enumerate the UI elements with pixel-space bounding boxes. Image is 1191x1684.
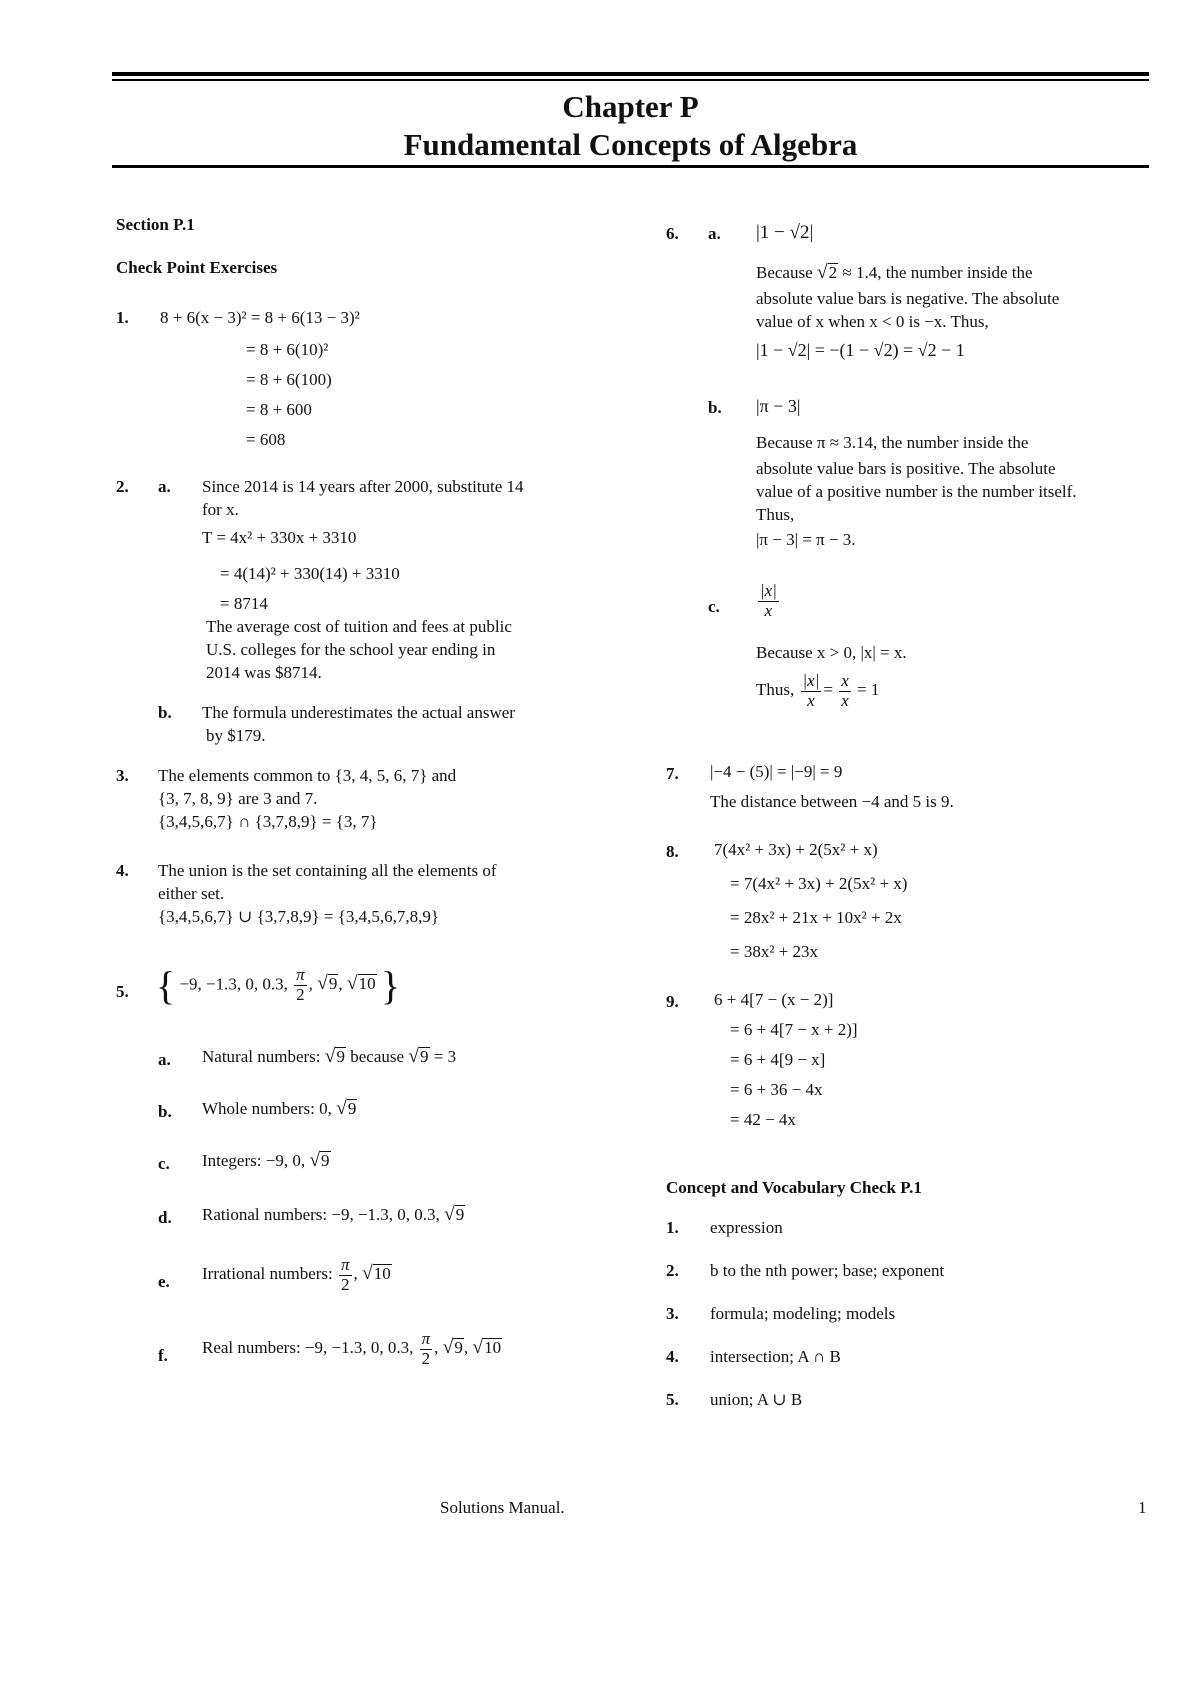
vocab-item-text: formula; modeling; models xyxy=(710,1304,896,1323)
problem-5c-text: Integers: −9, 0, √9 xyxy=(202,1150,330,1171)
footer-source: Solutions Manual. xyxy=(440,1498,565,1517)
problem-2a-answer-2: U.S. colleges for the school year ending in xyxy=(206,640,496,659)
problem-4-line-2: either set. xyxy=(158,884,225,903)
problem-6b-text-5: |π − 3| = π − 3. xyxy=(756,530,856,549)
page-number: 1 xyxy=(1138,1498,1147,1517)
problem-1-number: 1. xyxy=(116,308,129,327)
problem-6c-text-1: Because x > 0, |x| = x. xyxy=(756,643,907,662)
problem-5f-label: f. xyxy=(158,1346,168,1365)
left-brace: { xyxy=(156,963,176,1008)
problem-6b-label: b. xyxy=(708,398,722,417)
problem-2a-text-2: for x. xyxy=(202,500,239,519)
problem-6a-text-1: Because √2 ≈ 1.4, the number inside the xyxy=(756,262,1033,283)
problem-2a-answer-3: 2014 was $8714. xyxy=(206,663,322,682)
problem-3-line-3: {3,4,5,6,7} ∩ {3,7,8,9} = {3, 7} xyxy=(158,812,378,831)
header-rule-top xyxy=(112,72,1149,76)
problem-5d-label: d. xyxy=(158,1208,172,1227)
problem-5a-label: a. xyxy=(158,1050,171,1069)
problem-9-line-3: = 6 + 4[9 − x] xyxy=(730,1050,826,1069)
vocab-item-number: 1. xyxy=(666,1218,679,1237)
problem-8-line-3: = 28x² + 21x + 10x² + 2x xyxy=(730,908,902,927)
problem-4-number: 4. xyxy=(116,861,129,880)
problem-5f-text: Real numbers: −9, −1.3, 0, 0.3, $\frac{\pi}{2}$ , √9, √10 xyxy=(202,1329,502,1368)
problem-2b-text-1: The formula underestimates the actual answer xyxy=(202,703,515,722)
header-rule-top-thin xyxy=(112,79,1149,81)
problem-9-number: 9. xyxy=(666,992,679,1011)
problem-5c-label: c. xyxy=(158,1154,170,1173)
problem-6b-text-1: Because π ≈ 3.14, the number inside the xyxy=(756,433,1029,452)
problem-5b-text: Whole numbers: 0, √9 xyxy=(202,1098,357,1119)
problem-4-line-3: {3,4,5,6,7} ∪ {3,7,8,9} = {3,4,5,6,7,8,9} xyxy=(158,907,440,926)
problem-6b-expression: |π − 3| xyxy=(756,396,801,416)
right-brace: } xyxy=(380,963,401,1008)
problem-5b-label: b. xyxy=(158,1102,172,1121)
problem-7-number: 7. xyxy=(666,764,679,783)
vocab-item-text: union; A ∪ B xyxy=(710,1390,803,1409)
problem-6a-text-2: absolute value bars is negative. The absolute xyxy=(756,289,1060,308)
problem-1-line-2: = 8 + 6(10)² xyxy=(246,340,329,359)
problem-5d-text: Rational numbers: −9, −1.3, 0, 0.3, √9 xyxy=(202,1204,465,1225)
problem-5a-text: Natural numbers: √9 because √9 = 3 xyxy=(202,1046,457,1067)
problem-2a-equation-3: = 8714 xyxy=(220,594,268,613)
problem-8-line-1: 7(4x² + 3x) + 2(5x² + x) xyxy=(714,840,878,859)
problem-6a-expression: |1 − √2| xyxy=(756,222,814,243)
problem-2a-text-1: Since 2014 is 14 years after 2000, substitute 14 xyxy=(202,477,524,496)
problem-4-line-1: The union is the set containing all the elements of xyxy=(158,861,497,880)
problem-8-line-4: = 38x² + 23x xyxy=(730,942,819,961)
problem-6c-label: c. xyxy=(708,597,720,616)
problem-6c-fraction: $\frac{|x|}{x}$ xyxy=(760,581,777,620)
header-rule-bottom xyxy=(112,165,1149,168)
chapter-label: Chapter P xyxy=(562,89,699,124)
vocab-item-number: 5. xyxy=(666,1390,679,1409)
problem-2a-label: a. xyxy=(158,477,171,496)
pi-over-2: $\frac{\pi}{2}$ xyxy=(296,965,305,1004)
problem-3-line-2: {3, 7, 8, 9} are 3 and 7. xyxy=(158,789,318,808)
problem-6c-text-2: Thus, $\frac{|x|}{x}$ = $\frac{x}{x}$ = 1 xyxy=(756,671,880,710)
problem-1-line-5: = 608 xyxy=(246,430,286,449)
set-elements: −9, −1.3, 0, 0.3, xyxy=(179,974,288,994)
problem-2a-equation-1: T = 4x² + 330x + 3310 xyxy=(202,528,357,547)
problem-2b-label: b. xyxy=(158,703,172,722)
problem-9-line-5: = 42 − 4x xyxy=(730,1110,796,1129)
problem-6b-text-3: value of a positive number is the number itself. xyxy=(756,482,1077,501)
section-heading: Section P.1 xyxy=(116,215,195,234)
problem-5-set: { −9, −1.3, 0, 0.3, $\frac{\pi}{2}$ , √9, √10 } xyxy=(156,963,401,1008)
problem-1-line-4: = 8 + 600 xyxy=(246,400,312,419)
problem-7-line-2: The distance between −4 and 5 is 9. xyxy=(710,792,954,811)
vocab-item-number: 3. xyxy=(666,1304,679,1323)
vocab-item-text: b to the nth power; base; exponent xyxy=(710,1261,945,1280)
problem-6b-text-4: Thus, xyxy=(756,505,795,524)
problem-2b-text-2: by $179. xyxy=(206,726,266,745)
problem-5e-text: Irrational numbers: $\frac{\pi}{2}$ , √10 xyxy=(202,1255,391,1294)
vocab-item-text: intersection; A ∩ B xyxy=(710,1347,841,1366)
problem-9-line-2: = 6 + 4[7 − x + 2)] xyxy=(730,1020,858,1039)
problem-6a-label: a. xyxy=(708,224,721,243)
chapter-title: Fundamental Concepts of Algebra xyxy=(403,127,858,162)
problem-9-line-1: 6 + 4[7 − (x − 2)] xyxy=(714,990,834,1009)
problem-1-line-1: 8 + 6(x − 3)² = 8 + 6(13 − 3)² xyxy=(160,308,360,327)
vocab-item-number: 2. xyxy=(666,1261,679,1280)
problem-5e-label: e. xyxy=(158,1272,170,1291)
subsection-heading: Check Point Exercises xyxy=(116,258,278,277)
vocab-heading: Concept and Vocabulary Check P.1 xyxy=(666,1178,922,1197)
problem-2a-answer-1: The average cost of tuition and fees at public xyxy=(206,617,512,636)
problem-1-line-3: = 8 + 6(100) xyxy=(246,370,332,389)
sqrt-10: √10 xyxy=(346,973,376,995)
vocab-item-text: expression xyxy=(710,1218,783,1237)
problem-8-line-2: = 7(4x² + 3x) + 2(5x² + x) xyxy=(730,874,908,893)
problem-8-number: 8. xyxy=(666,842,679,861)
problem-6b-text-2: absolute value bars is positive. The absolute xyxy=(756,459,1056,478)
problem-6a-text-4: |1 − √2| = −(1 − √2) = √2 − 1 xyxy=(756,340,965,360)
problem-7-line-1: |−4 − (5)| = |−9| = 9 xyxy=(710,762,843,781)
problem-2-number: 2. xyxy=(116,477,129,496)
problem-3-number: 3. xyxy=(116,766,129,785)
problem-3-line-1: The elements common to {3, 4, 5, 6, 7} and xyxy=(158,766,457,785)
problem-9-line-4: = 6 + 36 − 4x xyxy=(730,1080,823,1099)
vocab-item-number: 4. xyxy=(666,1347,679,1366)
sqrt-9: √9 xyxy=(317,973,338,995)
problem-6a-text-3: value of x when x < 0 is −x. Thus, xyxy=(756,312,989,331)
problem-5-number: 5. xyxy=(116,982,129,1001)
problem-6-number: 6. xyxy=(666,224,679,243)
problem-2a-equation-2: = 4(14)² + 330(14) + 3310 xyxy=(220,564,400,583)
